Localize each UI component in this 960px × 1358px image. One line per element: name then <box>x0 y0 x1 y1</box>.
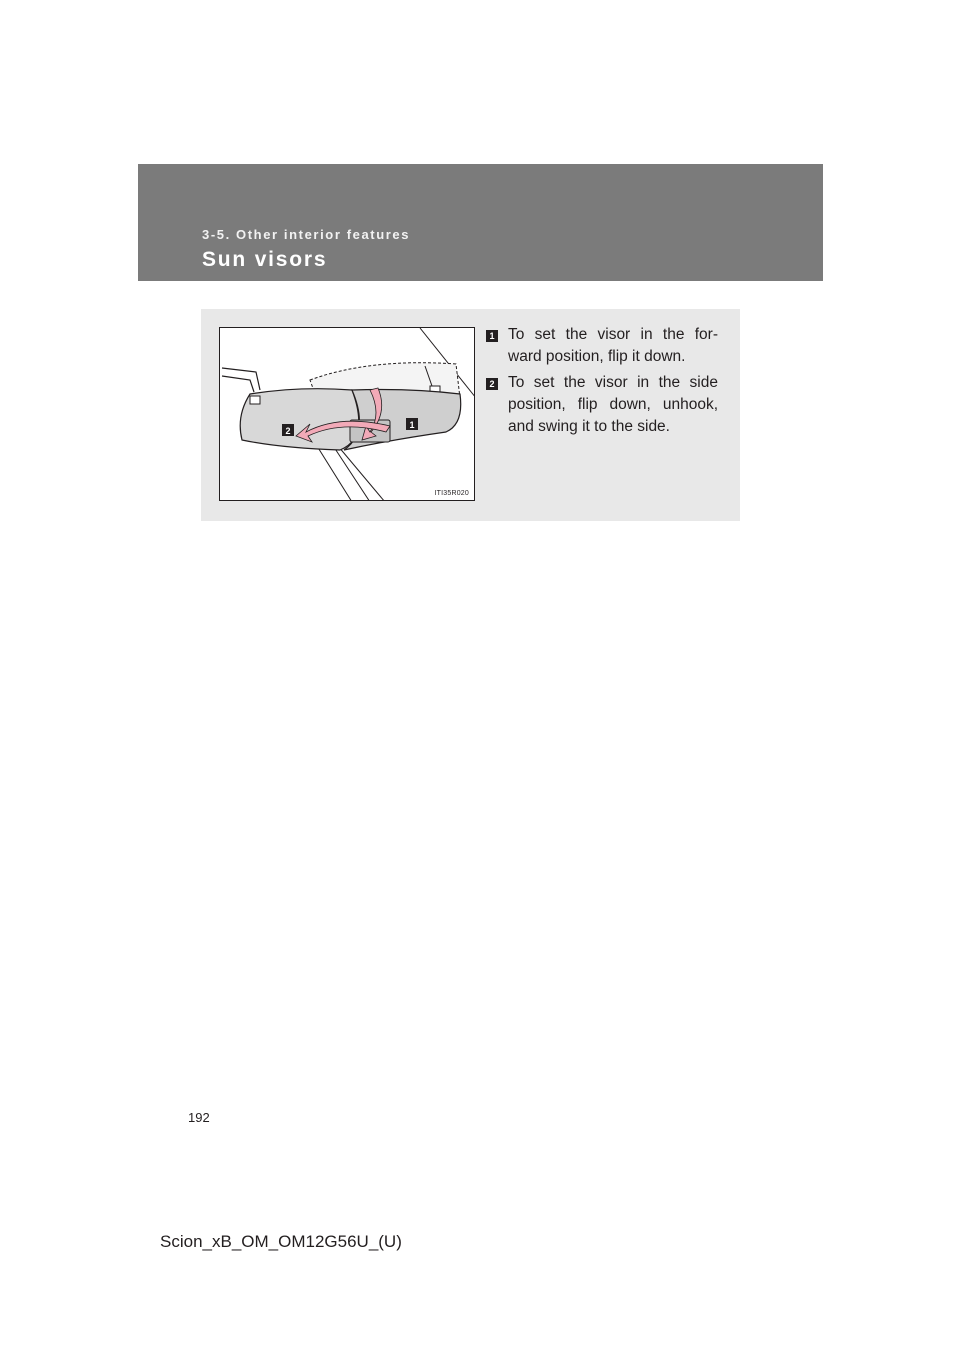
footer-code: Scion_xB_OM_OM12G56U_(U) <box>160 1232 402 1251</box>
page-title: Sun visors <box>202 248 328 271</box>
step-badge: 1 <box>486 330 498 342</box>
steps-list <box>489 324 718 442</box>
page-number: 192 <box>188 1110 210 1125</box>
step-badge: 2 <box>486 378 498 390</box>
step-item <box>489 324 718 368</box>
callout-1: 1 <box>409 420 415 430</box>
sun-visor-illustration <box>219 327 475 501</box>
callout-2: 2 <box>285 426 291 436</box>
section-label: 3-5. Other interior features <box>202 227 411 242</box>
step-item <box>489 372 718 438</box>
header-band <box>138 164 823 281</box>
figure-code: ITI35R020 <box>434 490 469 497</box>
content-box <box>201 309 740 521</box>
step-text: To set the visor in the for- ward position, flip it down. <box>508 326 718 365</box>
step-text: To set the visor in the side position, flip down, unhook, and swing it to the side. <box>508 374 718 435</box>
sun-visor-drawing <box>220 328 475 501</box>
